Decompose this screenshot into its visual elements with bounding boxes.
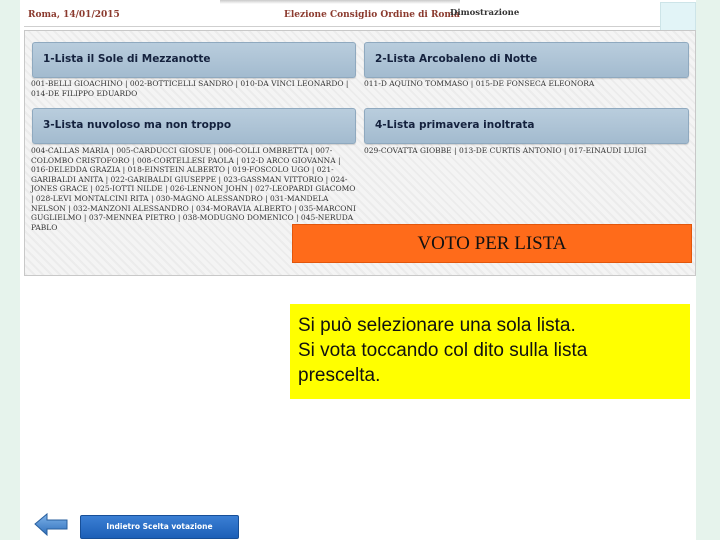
- list-4-candidates: 029-COVATTA GIOBBE | 013-DE CURTIS ANTONIO | 017-EINAUDI LUIGI: [364, 146, 647, 155]
- instruction-line-2: Si vota toccando col dito sulla lista: [298, 340, 588, 361]
- list-4-label: 4-Lista primavera inoltrata: [375, 119, 535, 131]
- demo-label: Dimostrazione: [450, 8, 520, 18]
- list-1-button[interactable]: [32, 42, 356, 78]
- list-4-button[interactable]: [364, 108, 689, 144]
- instruction-box: [290, 304, 690, 399]
- list-3-candidates: 004-CALLAS MARIA | 005-CARDUCCI GIOSUE | 006-COLLI OMBRETTA | 007-COLOMBO CRISTOFORO | 008-CORTELLESI PAOLA | 012-D ARCO GIOVANNA | 016-DELEDDA GRAZIA | 018-EINSTEIN ALBERTO | 019-FOSCOLO UGO | 021-GARIBALDI ANITA | 022-GARIBALDI GIUSEPPE | 023-GASSMAN VITTORIO | 024-JONES GRACE | 025-IOTTI NILDE | 026-LENNON JOHN | 027-LEOPARDI GIACOMO | 028-LEVI MONTALCINI RITA | 030-MAGNO ALESSANDRO | 031-MANDELA NELSON | 032-MANZONI ALESSANDRO | 034-MORAVIA ALBERTO | 035-MARCONI GUGLIELMO | 037-MENNEA PIETRO | 038-MODUGNO DOMENICO | 045-NERUDA PABLO: [31, 146, 356, 232]
- list-2-button[interactable]: [364, 42, 689, 78]
- vote-by-list-banner: VOTO PER LISTA: [292, 224, 692, 263]
- ballot-header: [24, 4, 662, 27]
- back-to-vote-choice-button[interactable]: Indietro Scelta votazione: [80, 515, 239, 539]
- election-title: Elezione Consiglio Ordine di Roma: [284, 10, 460, 20]
- list-1-candidates: 001-BELLI GIOACHINO | 002-BOTTICELLI SANDRO | 010-DA VINCI LEONARDO | 014-DE FILIPPO EDUARDO: [31, 79, 349, 98]
- instruction-line-3: prescelta.: [298, 365, 381, 386]
- header-date: Roma, 14/01/2015: [28, 10, 120, 20]
- list-2-candidates: 011-D AQUINO TOMMASO | 015-DE FONSECA ELEONORA: [364, 79, 595, 88]
- instruction-line-1: Si può selezionare una sola lista.: [298, 315, 576, 336]
- arrow-left-icon[interactable]: [34, 512, 68, 536]
- list-2-label: 2-Lista Arcobaleno di Notte: [375, 53, 538, 65]
- list-1-label: 1-Lista il Sole di Mezzanotte: [43, 53, 211, 65]
- list-3-button[interactable]: [32, 108, 356, 144]
- list-3-label: 3-Lista nuvoloso ma non troppo: [43, 119, 232, 131]
